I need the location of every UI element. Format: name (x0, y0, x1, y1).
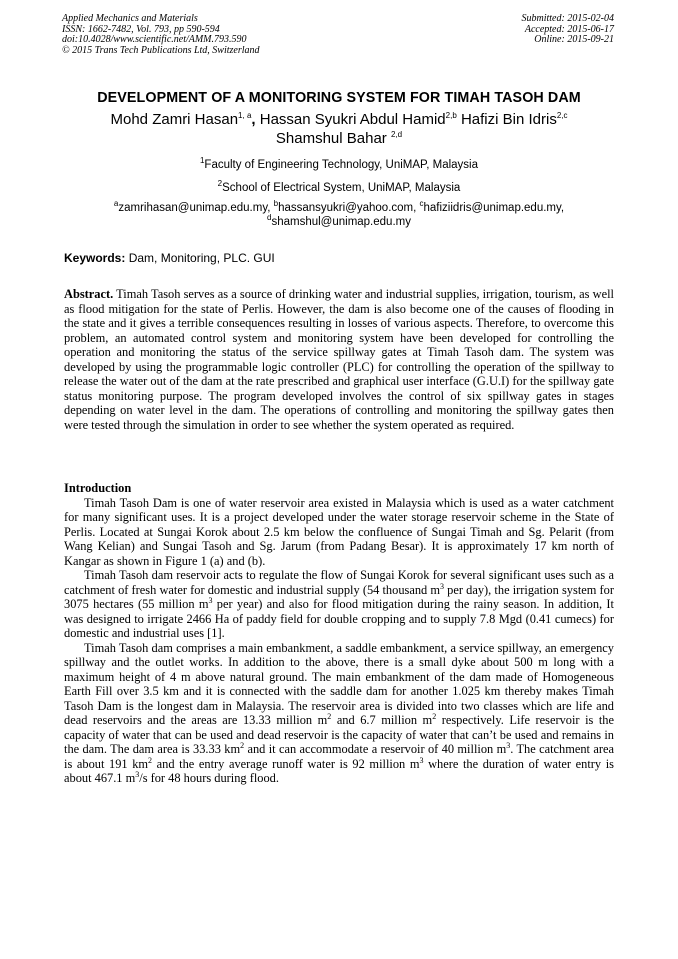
journal-info (62, 14, 260, 56)
author-affil-sup: 2,b (445, 111, 457, 120)
intro-paragraph-3: Timah Tasoh dam comprises a main embankment, a saddle embankment, a service spillway, an emergency spillway and the outlet works. In addition to the above, there is a small dyke about 500 m long with a maximum height of 4 m above natural ground. The main embankment of the dam made of Homogeneous Earth Fill over 3.5 km and it is connected with the saddle dam for another 1.025 km thereby makes Timah Tasoh Dam is the longest dam in Malaysia. The reservoir area is divided into two classes which are life and dead reservoirs and the areas are 13.33 million $m^2$ and 6.7 million $m^2$ respectively. Life reservoir is the capacity of water that can be used and dead reservoir is the capacity of water that can’t be used and remains in the dam. The dam area is 33.33 $km^2$ and it can accommodate a reservoir of 40 million $m^3$. The catchment area is about 191 $km^2$ and the entry average runoff water is 92 million $m^3$ where the duration of water entry is about 467.1 $m^3/s$ for 48 hours during flood. (64, 640, 614, 785)
affiliation-text: Faculty of Engineering Technology, UniMAP, Malaysia (204, 159, 479, 171)
email-list (40, 201, 638, 229)
author-list: Mohd Zamri Hasan$^{1, a}$, Hassan Syukri Abdul Hamid$^{2,b}$ Hafizi Bin Idris$^{2,c}$ Shamshul Bahar $^{2,d}$ (110, 111, 568, 147)
accepted-date: Accepted: 2015-06-17 (524, 23, 614, 35)
author-name: Shamshul Bahar (275, 129, 391, 147)
keywords (64, 251, 275, 265)
author-name: Hassan Syukri Abdul Hamid (259, 111, 446, 128)
email: hassansyukri@yahoo.com, (278, 202, 420, 214)
affiliation-sup: 1 (199, 156, 205, 166)
affiliation-text: School of Electrical System, UniMAP, Malaysia (222, 182, 461, 194)
submitted-date: Submitted: 2015-02-04 (521, 13, 614, 24)
affiliation-sup: 2 (217, 179, 223, 189)
author-affil-sup: 2,c (556, 111, 568, 120)
abstract-text: Timah Tasoh serves as a source of drinking water and industrial supplies, irrigation, tourism, as well as flood mitigation for the state of Perlis. However, the dam is also become one of the causes of flooding in the state and it gives a terrible consequences resulting in losses of various aspects. Therefore, to overcome this problem, an automated control system and monitoring system have been developed for controlling the operation and monitoring the status of the service spillway gates at Timah Tasoh dam. The system was developed by using the programmable logic controller (PLC) for controlling the operation of the spillway to release the water out of the dam at the rate prescribed and graphical user interface (G.U.I) for the spillway gate status monitoring purpose. The program developed involves the control of six spillway gates in stages depending on water level in the dam. The operations of controlling and monitoring the spillway gates then were tested through the simulation in order to see whether the system operated as required. (64, 287, 614, 432)
author-name: Mohd Zamri Hasan (110, 111, 239, 128)
affiliation-1 (40, 158, 638, 172)
introduction-heading: Introduction (64, 481, 132, 495)
email-sup: d (267, 213, 272, 223)
abstract (64, 287, 614, 432)
journal-copyright: © 2015 Trans Tech Publications Ltd, Switzerland (62, 44, 260, 56)
email-sup: c (419, 199, 424, 209)
intro-paragraph-1: Timah Tasoh Dam is one of water reservoir area existed in Malaysia which is used as a water catchment for many significant uses. It is a project developed under the water storage reservoir scheme in the State of Perlis. Located at Sungai Korok about 2.5 km below the confluence of Sungai Timah and Sg. Pelarit (from Wang Kelian) and Sungai Tasoh and Sg. Jarum (from Padang Besar). It is approximately 17 km north of Kangar as shown in Figure 1 (a) and (b). (64, 495, 614, 568)
introduction-section (64, 481, 614, 786)
email: hafiziidris@unimap.edu.my, (423, 202, 565, 214)
paper-title: DEVELOPMENT OF A MONITORING SYSTEM FOR TIMAH TASOH DAM (97, 90, 581, 106)
abstract-label: Abstract. (64, 287, 114, 301)
keywords-label: Keywords: (64, 251, 126, 265)
keywords-text: Dam, Monitoring, PLC. GUI (125, 251, 275, 265)
affiliation-2 (40, 181, 638, 195)
online-date: Online: 2015-09-21 (534, 34, 614, 45)
journal-doi: doi:10.4028/www.scientific.net/AMM.793.590 (62, 34, 247, 45)
submission-dates (522, 14, 615, 46)
email-sup: a (113, 199, 119, 209)
author-affil-sup: 1, a (238, 111, 252, 120)
journal-issn: ISSN: 1662-7482, Vol. 793, pp 590-594 (62, 23, 220, 35)
email-sup: b (273, 199, 279, 209)
author-affil-sup: 2,d (390, 129, 403, 139)
journal-name: Applied Mechanics and Materials (62, 13, 198, 24)
author-name: Hafizi Bin Idris (460, 111, 557, 128)
intro-paragraph-2: Timah Tasoh dam reservoir acts to regulate the flow of Sungai Korok for several significant uses such as a catchment of fresh water for domestic and industrial supply (54 thousand $m^3$ per day), the irrigation system for 3075 hectares (55 million $m^3$ per year) and also for flood mitigation during the rainy season. In addition, It was designed to irrigate 2466 Ha of paddy field for double cropping and to supply 7.8 Mgd (0.41 cumecs) for domestic and industrial uses [1]. (64, 568, 614, 640)
email: shamshul@unimap.edu.my (271, 216, 411, 228)
email: zamrihasan@unimap.edu.my, (118, 202, 274, 214)
